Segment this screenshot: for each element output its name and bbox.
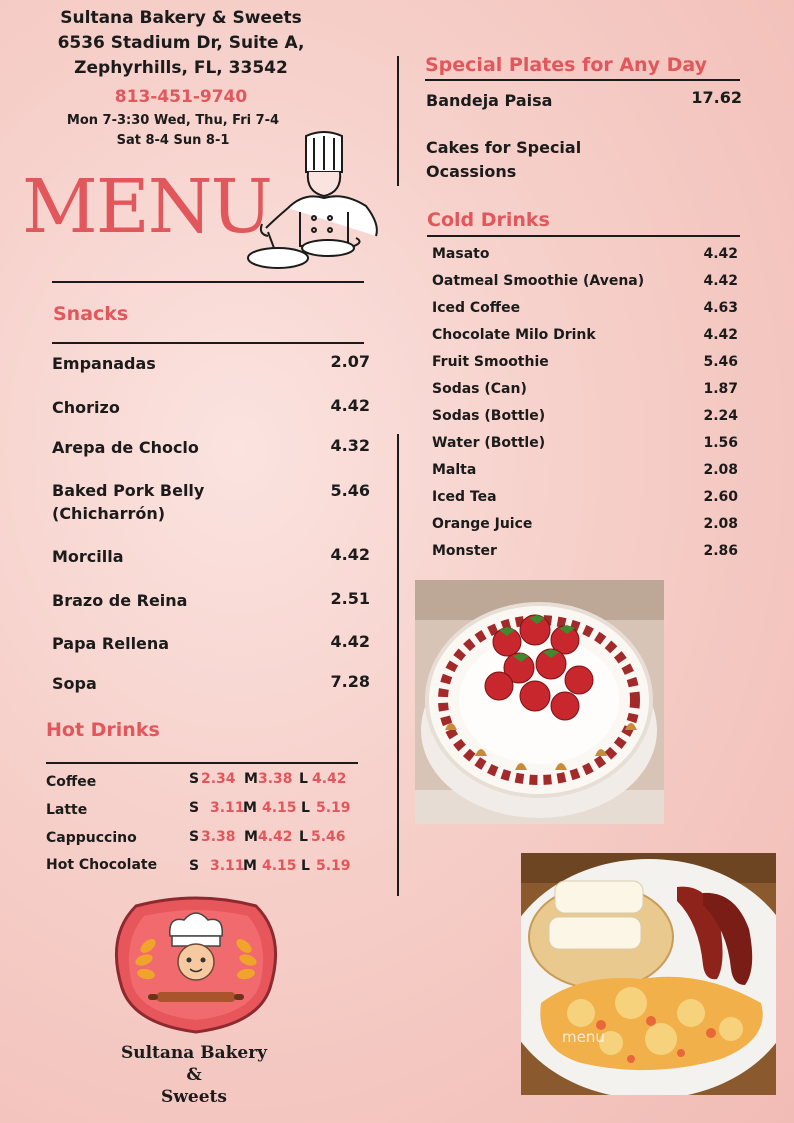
price-small: 3.38 — [201, 829, 236, 845]
size-label-l: L — [299, 829, 308, 845]
snack-price: 5.46 — [330, 481, 370, 500]
price-large: 4.42 — [312, 771, 347, 787]
cold-drink-price: 4.42 — [703, 273, 738, 289]
size-label-m: M — [244, 829, 258, 845]
phone-number[interactable]: 813-451-9740 — [114, 87, 248, 107]
cold-drink-price: 2.08 — [703, 516, 738, 532]
snack-price: 4.42 — [330, 396, 370, 415]
chef-illustration-icon — [244, 128, 386, 276]
cold-drink-name: Monster — [432, 543, 497, 559]
hot-drink-name: Cappuccino — [46, 830, 137, 846]
breakfast-plate-photo — [521, 853, 776, 1095]
price-medium: 4.15 — [262, 858, 297, 874]
cold-drink-price: 2.08 — [703, 462, 738, 478]
cold-drink-price: 1.87 — [703, 381, 738, 397]
size-label-s: S — [189, 800, 200, 816]
cold-drink-price: 1.56 — [703, 435, 738, 451]
snack-price: 7.28 — [330, 672, 370, 691]
cold-drink-name: Sodas (Can) — [432, 381, 527, 397]
cold-drink-name: Iced Tea — [432, 489, 497, 505]
price-large: 5.19 — [316, 800, 351, 816]
snack-name: Morcilla — [52, 547, 124, 566]
logo-text-line-3: Sweets — [161, 1087, 227, 1107]
cold-drink-price: 4.63 — [703, 300, 738, 316]
size-label-m: M — [243, 800, 257, 816]
price-medium: 4.15 — [262, 800, 297, 816]
cold-drink-name: Water (Bottle) — [432, 435, 546, 451]
cold-drink-name: Fruit Smoothie — [432, 354, 549, 370]
special-plate-name: Cakes for Special Ocassions — [426, 138, 582, 181]
price-medium: 4.42 — [258, 829, 293, 845]
snack-name: Chorizo — [52, 398, 120, 417]
hours-line-2: Sat 8-4 Sun 8-1 — [116, 133, 230, 148]
price-small: 3.11 — [210, 858, 245, 874]
price-small: 3.11 — [210, 800, 245, 816]
size-label-s: S — [189, 858, 200, 874]
snack-name: Empanadas — [52, 354, 156, 373]
hot-drink-name: Latte — [46, 802, 88, 818]
price-small: 2.34 — [201, 771, 236, 787]
size-label-s: S — [189, 829, 200, 845]
special-plate-price: 17.62 — [691, 88, 742, 107]
price-large: 5.19 — [316, 858, 351, 874]
address-line-1: 6536 Stadium Dr, Suite A, — [57, 33, 305, 53]
cold-drink-price: 4.42 — [703, 246, 738, 262]
cold-drink-price: 5.46 — [703, 354, 738, 370]
snack-price: 2.51 — [330, 589, 370, 608]
snack-price: 4.32 — [330, 436, 370, 455]
address-line-2: Zephyrhills, FL, 33542 — [74, 58, 288, 78]
special-plates-heading: Special Plates for Any Day — [425, 54, 707, 76]
snack-price: 4.42 — [330, 545, 370, 564]
cold-drink-name: Orange Juice — [432, 516, 533, 532]
cake-photo — [415, 580, 664, 824]
snack-name: Sopa — [52, 674, 97, 693]
cold-drink-price: 2.86 — [703, 543, 738, 559]
cold-drink-name: Iced Coffee — [432, 300, 521, 316]
cold-drink-name: Chocolate Milo Drink — [432, 327, 596, 343]
price-medium: 3.38 — [258, 771, 293, 787]
size-label-l: L — [301, 800, 310, 816]
bakery-logo-icon — [110, 896, 282, 1036]
cold-drink-price: 2.24 — [703, 408, 738, 424]
size-label-l: L — [301, 858, 310, 874]
cold-drink-name: Oatmeal Smoothie (Avena) — [432, 273, 645, 289]
snack-name: Papa Rellena — [52, 634, 170, 653]
cold-drink-price: 2.60 — [703, 489, 738, 505]
special-plate-name: Bandeja Paisa — [426, 91, 553, 110]
cold-drink-name: Masato — [432, 246, 490, 262]
size-label-m: M — [244, 771, 258, 787]
watermark: menu — [562, 1028, 605, 1046]
size-label-l: L — [299, 771, 308, 787]
logo-text-line-2: & — [186, 1065, 202, 1085]
cold-drinks-heading: Cold Drinks — [427, 209, 550, 231]
snack-name: Baked Pork Belly (Chicharrón) — [52, 481, 205, 523]
cold-drink-name: Sodas (Bottle) — [432, 408, 546, 424]
hot-drink-name: Coffee — [46, 774, 97, 790]
business-name: Sultana Bakery & Sweets — [60, 8, 302, 28]
snack-name: Arepa de Choclo — [52, 438, 199, 457]
cold-drink-price: 4.42 — [703, 327, 738, 343]
snack-price: 2.07 — [330, 352, 370, 371]
price-large: 5.46 — [311, 829, 346, 845]
size-label-s: S — [189, 771, 200, 787]
snack-name: Brazo de Reina — [52, 591, 188, 610]
size-label-m: M — [243, 858, 257, 874]
snack-price: 4.42 — [330, 632, 370, 651]
cold-drink-name: Malta — [432, 462, 477, 478]
hot-drinks-heading: Hot Drinks — [46, 719, 160, 741]
hot-drink-name: Hot Chocolate — [46, 857, 158, 873]
snacks-heading: Snacks — [53, 303, 129, 325]
hours-line-1: Mon 7-3:30 Wed, Thu, Fri 7-4 — [66, 113, 280, 128]
logo-text-line-1: Sultana Bakery — [120, 1043, 268, 1063]
menu-title: MENU — [22, 164, 271, 250]
